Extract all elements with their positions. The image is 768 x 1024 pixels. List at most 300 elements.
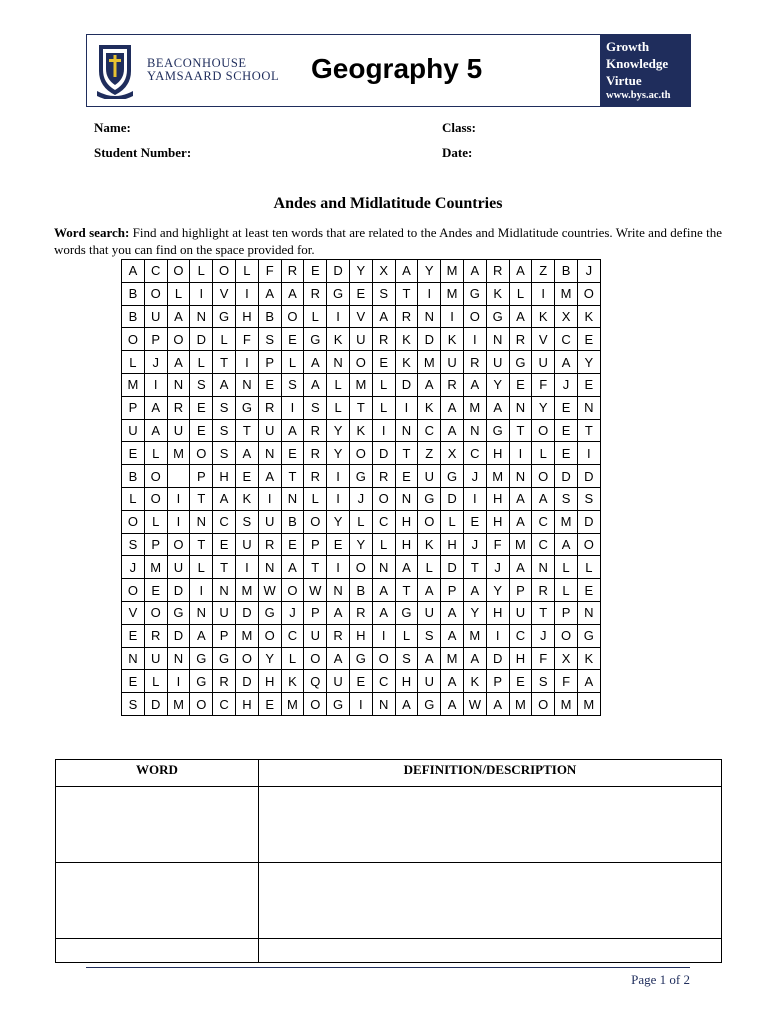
word-cell[interactable] (56, 787, 259, 863)
grid-cell[interactable]: G (418, 487, 441, 510)
grid-cell[interactable]: N (327, 351, 350, 374)
grid-cell[interactable]: N (395, 487, 418, 510)
grid-cell[interactable]: N (463, 419, 486, 442)
grid-cell[interactable]: A (509, 556, 532, 579)
grid-cell[interactable]: A (327, 647, 350, 670)
grid-cell[interactable]: E (258, 693, 281, 716)
grid-cell[interactable]: R (327, 624, 350, 647)
grid-cell[interactable]: Y (463, 601, 486, 624)
grid-cell[interactable]: O (258, 624, 281, 647)
grid-cell[interactable]: L (327, 396, 350, 419)
grid-cell[interactable]: X (555, 647, 578, 670)
grid-cell[interactable]: H (441, 533, 464, 556)
grid-cell[interactable]: L (349, 510, 372, 533)
grid-cell[interactable]: I (258, 487, 281, 510)
grid-cell[interactable]: E (555, 396, 578, 419)
grid-cell[interactable]: R (167, 396, 190, 419)
grid-cell[interactable]: C (213, 510, 236, 533)
grid-cell[interactable]: P (258, 351, 281, 374)
grid-cell[interactable]: A (372, 305, 395, 328)
grid-cell[interactable]: A (372, 579, 395, 602)
grid-cell[interactable]: G (441, 465, 464, 488)
grid-cell[interactable]: N (395, 419, 418, 442)
grid-cell[interactable]: B (122, 465, 145, 488)
grid-cell[interactable]: Y (349, 260, 372, 283)
grid-cell[interactable]: R (509, 328, 532, 351)
grid-cell[interactable]: R (304, 419, 327, 442)
grid-cell[interactable]: C (281, 624, 304, 647)
grid-cell[interactable]: M (555, 693, 578, 716)
grid-cell[interactable]: I (418, 282, 441, 305)
grid-cell[interactable]: I (190, 579, 213, 602)
grid-cell[interactable]: J (144, 351, 167, 374)
grid-cell[interactable]: L (190, 556, 213, 579)
grid-cell[interactable]: M (555, 510, 578, 533)
grid-cell[interactable]: G (167, 601, 190, 624)
grid-cell[interactable]: S (258, 328, 281, 351)
grid-cell[interactable]: I (235, 282, 258, 305)
grid-cell[interactable]: I (509, 442, 532, 465)
grid-cell[interactable]: S (577, 487, 600, 510)
grid-cell[interactable]: I (144, 373, 167, 396)
grid-cell[interactable]: P (144, 533, 167, 556)
grid-cell[interactable]: P (509, 579, 532, 602)
grid-cell[interactable]: I (235, 351, 258, 374)
grid-cell[interactable]: E (281, 442, 304, 465)
grid-cell[interactable]: I (327, 556, 350, 579)
grid-cell[interactable]: U (213, 601, 236, 624)
grid-cell[interactable]: A (167, 351, 190, 374)
grid-cell[interactable]: P (144, 328, 167, 351)
grid-cell[interactable]: A (463, 579, 486, 602)
grid-cell[interactable]: Y (327, 419, 350, 442)
grid-cell[interactable]: T (509, 419, 532, 442)
grid-cell[interactable]: B (555, 260, 578, 283)
grid-cell[interactable]: Y (577, 351, 600, 374)
grid-cell[interactable]: E (555, 442, 578, 465)
grid-cell[interactable]: I (167, 510, 190, 533)
grid-cell[interactable]: D (235, 670, 258, 693)
grid-cell[interactable]: I (327, 465, 350, 488)
grid-cell[interactable]: Y (327, 510, 350, 533)
grid-cell[interactable]: M (441, 647, 464, 670)
grid-cell[interactable]: S (213, 442, 236, 465)
grid-cell[interactable]: O (144, 487, 167, 510)
grid-cell[interactable]: L (190, 351, 213, 374)
grid-cell[interactable]: U (441, 351, 464, 374)
grid-cell[interactable]: H (395, 510, 418, 533)
grid-cell[interactable]: M (167, 442, 190, 465)
grid-cell[interactable]: O (167, 533, 190, 556)
grid-cell[interactable]: S (213, 419, 236, 442)
grid-cell[interactable]: O (349, 351, 372, 374)
grid-cell[interactable]: S (281, 373, 304, 396)
definition-cell[interactable] (259, 939, 722, 963)
grid-cell[interactable]: L (213, 328, 236, 351)
grid-cell[interactable]: P (190, 465, 213, 488)
grid-cell[interactable]: W (304, 579, 327, 602)
grid-cell[interactable]: M (509, 533, 532, 556)
grid-cell[interactable]: M (235, 579, 258, 602)
grid-cell[interactable]: A (235, 442, 258, 465)
grid-cell[interactable]: O (577, 282, 600, 305)
grid-cell[interactable]: F (486, 533, 509, 556)
grid-cell[interactable]: A (441, 396, 464, 419)
grid-cell[interactable]: U (486, 351, 509, 374)
grid-cell[interactable]: N (258, 556, 281, 579)
grid-cell[interactable]: U (167, 556, 190, 579)
grid-cell[interactable]: G (235, 396, 258, 419)
grid-cell[interactable]: A (463, 373, 486, 396)
grid-cell[interactable]: O (235, 647, 258, 670)
grid-cell[interactable]: A (144, 396, 167, 419)
grid-cell[interactable]: E (281, 328, 304, 351)
grid-cell[interactable]: E (122, 670, 145, 693)
grid-cell[interactable]: A (281, 419, 304, 442)
grid-cell[interactable]: T (463, 556, 486, 579)
grid-cell[interactable]: E (349, 282, 372, 305)
grid-cell[interactable]: F (258, 260, 281, 283)
grid-cell[interactable]: Y (486, 373, 509, 396)
grid-cell[interactable]: K (418, 533, 441, 556)
grid-cell[interactable]: X (372, 260, 395, 283)
grid-cell[interactable]: H (258, 670, 281, 693)
grid-cell[interactable]: E (144, 579, 167, 602)
grid-cell[interactable]: M (122, 373, 145, 396)
grid-cell[interactable]: R (532, 579, 555, 602)
grid-cell[interactable]: S (372, 282, 395, 305)
grid-cell[interactable]: E (577, 328, 600, 351)
word-cell[interactable] (56, 939, 259, 963)
grid-cell[interactable]: O (304, 693, 327, 716)
grid-cell[interactable]: I (441, 305, 464, 328)
grid-cell[interactable]: M (167, 693, 190, 716)
grid-cell[interactable]: H (349, 624, 372, 647)
grid-cell[interactable]: O (418, 510, 441, 533)
grid-cell[interactable]: P (213, 624, 236, 647)
grid-cell[interactable]: N (122, 647, 145, 670)
grid-cell[interactable]: M (463, 396, 486, 419)
grid-cell[interactable]: Y (327, 442, 350, 465)
grid-cell[interactable]: U (144, 305, 167, 328)
grid-cell[interactable]: T (213, 556, 236, 579)
grid-cell[interactable]: O (122, 510, 145, 533)
grid-cell[interactable]: G (190, 670, 213, 693)
grid-cell[interactable]: E (122, 624, 145, 647)
grid-cell[interactable]: A (555, 533, 578, 556)
grid-cell[interactable]: D (441, 487, 464, 510)
grid-cell[interactable]: D (577, 465, 600, 488)
grid-cell[interactable]: R (281, 260, 304, 283)
grid-cell[interactable]: I (372, 624, 395, 647)
grid-cell[interactable]: R (258, 533, 281, 556)
grid-cell[interactable]: N (532, 556, 555, 579)
grid-cell[interactable]: G (577, 624, 600, 647)
grid-cell[interactable]: A (213, 487, 236, 510)
grid-cell[interactable]: O (190, 693, 213, 716)
grid-cell[interactable]: V (349, 305, 372, 328)
grid-cell[interactable]: A (463, 260, 486, 283)
grid-cell[interactable]: S (418, 624, 441, 647)
grid-cell[interactable]: A (509, 510, 532, 533)
grid-cell[interactable]: A (441, 601, 464, 624)
grid-cell[interactable]: U (258, 510, 281, 533)
grid-cell[interactable]: A (395, 556, 418, 579)
grid-cell[interactable]: L (372, 396, 395, 419)
grid-cell[interactable]: S (122, 693, 145, 716)
grid-cell[interactable]: D (167, 624, 190, 647)
grid-cell[interactable]: Y (258, 647, 281, 670)
grid-cell[interactable]: S (304, 396, 327, 419)
grid-cell[interactable]: K (463, 670, 486, 693)
grid-cell[interactable]: P (486, 670, 509, 693)
grid-cell[interactable]: T (395, 579, 418, 602)
grid-cell[interactable]: E (509, 373, 532, 396)
grid-cell[interactable]: G (258, 601, 281, 624)
grid-cell[interactable]: O (167, 260, 190, 283)
grid-cell[interactable]: O (463, 305, 486, 328)
grid-cell[interactable]: A (555, 351, 578, 374)
grid-cell[interactable]: V (532, 328, 555, 351)
grid-cell[interactable]: T (395, 442, 418, 465)
grid-cell[interactable]: I (327, 487, 350, 510)
grid-cell[interactable]: G (349, 465, 372, 488)
grid-cell[interactable]: G (304, 328, 327, 351)
grid-cell[interactable]: K (577, 305, 600, 328)
grid-cell[interactable]: L (532, 442, 555, 465)
grid-cell[interactable]: K (418, 396, 441, 419)
grid-cell[interactable]: A (441, 419, 464, 442)
grid-cell[interactable]: B (281, 510, 304, 533)
grid-cell[interactable]: A (122, 260, 145, 283)
grid-cell[interactable]: E (509, 670, 532, 693)
grid-cell[interactable]: R (349, 601, 372, 624)
grid-cell[interactable]: P (304, 601, 327, 624)
grid-cell[interactable]: K (281, 670, 304, 693)
grid-cell[interactable]: A (144, 419, 167, 442)
grid-cell[interactable]: R (304, 465, 327, 488)
grid-cell[interactable]: X (441, 442, 464, 465)
grid-cell[interactable]: N (509, 396, 532, 419)
grid-cell[interactable]: C (213, 693, 236, 716)
grid-cell[interactable]: A (577, 670, 600, 693)
grid-cell[interactable]: I (167, 670, 190, 693)
grid-cell[interactable]: J (555, 373, 578, 396)
grid-cell[interactable]: A (532, 487, 555, 510)
grid-cell[interactable]: O (577, 533, 600, 556)
word-cell[interactable] (56, 863, 259, 939)
grid-cell[interactable]: O (190, 442, 213, 465)
grid-cell[interactable]: C (372, 670, 395, 693)
grid-cell[interactable]: E (577, 579, 600, 602)
grid-cell[interactable]: I (327, 305, 350, 328)
grid-cell[interactable]: G (486, 305, 509, 328)
grid-cell[interactable]: E (327, 533, 350, 556)
grid-cell[interactable]: R (463, 351, 486, 374)
grid-cell[interactable]: L (555, 579, 578, 602)
grid-cell[interactable]: H (486, 487, 509, 510)
grid-cell[interactable]: F (532, 373, 555, 396)
grid-cell[interactable]: L (144, 442, 167, 465)
grid-cell[interactable]: L (372, 533, 395, 556)
grid-cell[interactable]: I (372, 419, 395, 442)
grid-cell[interactable]: C (372, 510, 395, 533)
grid-cell[interactable]: O (167, 328, 190, 351)
grid-cell[interactable]: N (213, 579, 236, 602)
grid-cell[interactable]: Z (532, 260, 555, 283)
grid-cell[interactable]: N (167, 647, 190, 670)
grid-cell[interactable]: G (190, 647, 213, 670)
grid-cell[interactable]: N (327, 579, 350, 602)
grid-cell[interactable]: U (532, 351, 555, 374)
grid-cell[interactable]: U (122, 419, 145, 442)
grid-cell[interactable]: U (258, 419, 281, 442)
grid-cell[interactable]: G (486, 419, 509, 442)
grid-cell[interactable]: E (555, 419, 578, 442)
grid-cell[interactable]: N (167, 373, 190, 396)
grid-cell[interactable]: L (577, 556, 600, 579)
grid-cell[interactable]: W (258, 579, 281, 602)
grid-cell[interactable]: O (532, 419, 555, 442)
grid-cell[interactable]: A (258, 282, 281, 305)
grid-cell[interactable]: L (122, 351, 145, 374)
grid-cell[interactable]: O (349, 556, 372, 579)
grid-cell[interactable]: S (235, 510, 258, 533)
grid-cell[interactable]: M (281, 693, 304, 716)
grid-cell[interactable]: R (486, 260, 509, 283)
definition-cell[interactable] (259, 863, 722, 939)
grid-cell[interactable]: K (395, 351, 418, 374)
grid-cell[interactable]: A (509, 487, 532, 510)
grid-cell[interactable]: A (441, 693, 464, 716)
grid-cell[interactable]: U (144, 647, 167, 670)
grid-cell[interactable]: G (327, 693, 350, 716)
grid-cell[interactable]: M (441, 282, 464, 305)
grid-cell[interactable]: I (235, 556, 258, 579)
grid-cell[interactable]: O (372, 487, 395, 510)
grid-cell[interactable]: H (486, 601, 509, 624)
grid-cell[interactable]: U (418, 670, 441, 693)
grid-cell[interactable]: A (395, 260, 418, 283)
grid-cell[interactable]: D (235, 601, 258, 624)
grid-cell[interactable]: L (441, 510, 464, 533)
grid-cell[interactable]: L (281, 647, 304, 670)
grid-cell[interactable]: N (190, 305, 213, 328)
grid-cell[interactable]: D (577, 510, 600, 533)
grid-cell[interactable]: C (509, 624, 532, 647)
grid-cell[interactable]: H (213, 465, 236, 488)
grid-cell[interactable]: L (190, 260, 213, 283)
grid-cell[interactable]: T (304, 556, 327, 579)
grid-cell[interactable]: R (395, 305, 418, 328)
grid-cell[interactable]: H (395, 533, 418, 556)
grid-cell[interactable]: L (167, 282, 190, 305)
grid-cell[interactable]: T (190, 533, 213, 556)
grid-cell[interactable]: M (235, 624, 258, 647)
grid-cell[interactable]: D (555, 465, 578, 488)
grid-cell[interactable]: M (441, 260, 464, 283)
grid-cell[interactable]: R (258, 396, 281, 419)
grid-cell[interactable]: R (304, 282, 327, 305)
grid-cell[interactable]: E (213, 533, 236, 556)
grid-cell[interactable]: A (304, 351, 327, 374)
grid-cell[interactable]: A (395, 693, 418, 716)
grid-cell[interactable]: T (281, 465, 304, 488)
grid-cell[interactable]: U (167, 419, 190, 442)
grid-cell[interactable]: O (281, 305, 304, 328)
grid-cell[interactable]: U (349, 328, 372, 351)
grid-cell[interactable]: H (486, 510, 509, 533)
grid-cell[interactable]: F (555, 670, 578, 693)
definition-cell[interactable] (259, 787, 722, 863)
grid-cell[interactable]: B (258, 305, 281, 328)
grid-cell[interactable]: E (304, 260, 327, 283)
grid-cell[interactable]: U (418, 601, 441, 624)
grid-cell[interactable]: L (418, 556, 441, 579)
grid-cell[interactable]: R (441, 373, 464, 396)
grid-cell[interactable]: N (486, 328, 509, 351)
grid-cell[interactable]: S (555, 487, 578, 510)
grid-cell[interactable]: B (122, 305, 145, 328)
grid-cell[interactable]: A (509, 260, 532, 283)
grid-cell[interactable]: O (304, 510, 327, 533)
grid-cell[interactable]: I (281, 396, 304, 419)
grid-cell[interactable]: G (327, 282, 350, 305)
grid-cell[interactable]: G (418, 693, 441, 716)
grid-cell[interactable]: Q (304, 670, 327, 693)
grid-cell[interactable]: F (532, 647, 555, 670)
grid-cell[interactable]: J (463, 533, 486, 556)
grid-cell[interactable]: U (235, 533, 258, 556)
grid-cell[interactable]: D (144, 693, 167, 716)
grid-cell[interactable]: U (304, 624, 327, 647)
grid-cell[interactable]: A (213, 373, 236, 396)
grid-cell[interactable]: Y (486, 579, 509, 602)
grid-cell[interactable]: N (190, 601, 213, 624)
grid-cell[interactable]: A (327, 601, 350, 624)
grid-cell[interactable]: L (122, 487, 145, 510)
grid-cell[interactable]: M (577, 693, 600, 716)
grid-cell[interactable]: B (122, 282, 145, 305)
grid-cell[interactable]: M (463, 624, 486, 647)
grid-cell[interactable]: A (463, 647, 486, 670)
grid-cell[interactable]: M (349, 373, 372, 396)
grid-cell[interactable]: L (555, 556, 578, 579)
grid-cell[interactable]: E (122, 442, 145, 465)
grid-cell[interactable] (167, 465, 190, 488)
grid-cell[interactable]: V (213, 282, 236, 305)
grid-cell[interactable]: I (463, 487, 486, 510)
grid-cell[interactable]: O (555, 624, 578, 647)
grid-cell[interactable]: M (486, 465, 509, 488)
grid-cell[interactable]: E (372, 351, 395, 374)
grid-cell[interactable]: I (532, 282, 555, 305)
grid-cell[interactable]: A (418, 373, 441, 396)
grid-cell[interactable]: N (281, 487, 304, 510)
grid-cell[interactable]: E (258, 373, 281, 396)
grid-cell[interactable]: S (213, 396, 236, 419)
grid-cell[interactable]: K (532, 305, 555, 328)
grid-cell[interactable]: D (167, 579, 190, 602)
grid-cell[interactable]: T (235, 419, 258, 442)
grid-cell[interactable]: O (144, 465, 167, 488)
grid-cell[interactable]: I (190, 282, 213, 305)
grid-cell[interactable]: N (372, 693, 395, 716)
grid-cell[interactable]: D (327, 260, 350, 283)
grid-cell[interactable]: I (577, 442, 600, 465)
grid-cell[interactable]: A (281, 556, 304, 579)
grid-cell[interactable]: A (509, 305, 532, 328)
